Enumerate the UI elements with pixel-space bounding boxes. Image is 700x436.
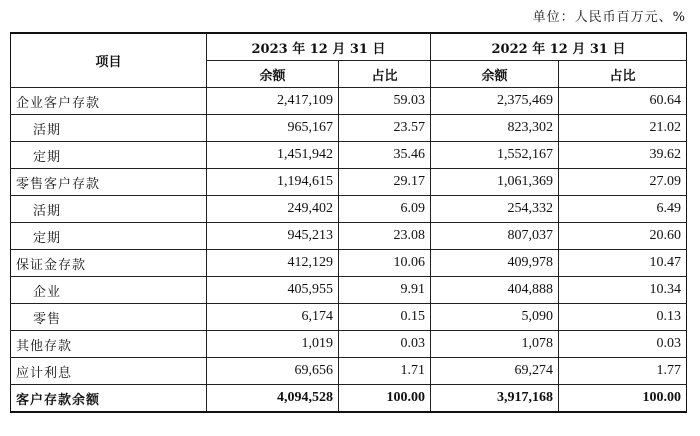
share-2023: 6.09 (339, 196, 431, 223)
table-row (11, 331, 687, 358)
share-2023: 9.91 (339, 277, 431, 304)
share-2023: 1.71 (339, 358, 431, 385)
share-2022: 21.02 (559, 115, 687, 142)
row-label: 零售客户存款 (11, 169, 207, 196)
row-label: 定期 (11, 223, 207, 250)
table-row (11, 196, 687, 223)
balance-2023: 2,417,109 (207, 88, 339, 115)
header-balance-2022: 余额 (431, 61, 559, 88)
share-2023: 23.08 (339, 223, 431, 250)
balance-2023: 412,129 (207, 250, 339, 277)
row-label: 活期 (11, 115, 207, 142)
share-2022: 1.77 (559, 358, 687, 385)
row-label: 活期 (11, 196, 207, 223)
balance-2022: 1,078 (431, 331, 559, 358)
row-label: 其他存款 (11, 331, 207, 358)
share-2022: 0.03 (559, 331, 687, 358)
balance-2022: 254,332 (431, 196, 559, 223)
balance-2022: 807,037 (431, 223, 559, 250)
share-2023: 0.03 (339, 331, 431, 358)
share-2023: 23.57 (339, 115, 431, 142)
customer-deposits-table (10, 32, 687, 413)
share-2022: 10.34 (559, 277, 687, 304)
share-2022: 20.60 (559, 223, 687, 250)
table-row (11, 88, 687, 115)
table-row (11, 277, 687, 304)
unit-note: 单位：人民币百万元、% (532, 10, 686, 25)
balance-2023: 945,213 (207, 223, 339, 250)
balance-2022: 1,552,167 (431, 142, 559, 169)
balance-2022: 3,917,168 (431, 385, 559, 413)
share-2022: 0.13 (559, 304, 687, 331)
share-2022: 27.09 (559, 169, 687, 196)
balance-2023: 69,656 (207, 358, 339, 385)
table-row (11, 304, 687, 331)
share-2022: 6.49 (559, 196, 687, 223)
header-item: 项目 (11, 33, 207, 88)
table-row (11, 115, 687, 142)
share-2023: 59.03 (339, 88, 431, 115)
table-row (11, 169, 687, 196)
row-label: 企业客户存款 (11, 88, 207, 115)
row-label: 零售 (11, 304, 207, 331)
share-2022: 10.47 (559, 250, 687, 277)
balance-2023: 1,019 (207, 331, 339, 358)
header-period-2022: 2022 年 12 月 31 日 (431, 33, 687, 61)
header-balance-2023: 余额 (207, 61, 339, 88)
row-label: 应计利息 (11, 358, 207, 385)
row-label: 企业 (11, 277, 207, 304)
balance-2023: 4,094,528 (207, 385, 339, 413)
row-label: 保证金存款 (11, 250, 207, 277)
balance-2022: 1,061,369 (431, 169, 559, 196)
header-period-2023: 2023 年 12 月 31 日 (207, 33, 431, 61)
balance-2023: 6,174 (207, 304, 339, 331)
table-row (11, 250, 687, 277)
share-2022: 100.00 (559, 385, 687, 413)
table-row (11, 358, 687, 385)
header-share-2022: 占比 (559, 61, 687, 88)
share-2022: 60.64 (559, 88, 687, 115)
balance-2023: 249,402 (207, 196, 339, 223)
balance-2023: 965,167 (207, 115, 339, 142)
balance-2022: 69,274 (431, 358, 559, 385)
header-share-2023: 占比 (339, 61, 431, 88)
balance-2022: 404,888 (431, 277, 559, 304)
balance-2023: 1,194,615 (207, 169, 339, 196)
balance-2023: 405,955 (207, 277, 339, 304)
header-row-periods (11, 33, 687, 61)
balance-2022: 409,978 (431, 250, 559, 277)
share-2023: 10.06 (339, 250, 431, 277)
balance-2023: 1,451,942 (207, 142, 339, 169)
table-row-total (11, 385, 687, 413)
balance-2022: 823,302 (431, 115, 559, 142)
share-2023: 35.46 (339, 142, 431, 169)
balance-2022: 2,375,469 (431, 88, 559, 115)
share-2023: 29.17 (339, 169, 431, 196)
row-label: 定期 (11, 142, 207, 169)
share-2023: 100.00 (339, 385, 431, 413)
row-label: 客户存款余额 (11, 385, 207, 413)
balance-2022: 5,090 (431, 304, 559, 331)
share-2023: 0.15 (339, 304, 431, 331)
share-2022: 39.62 (559, 142, 687, 169)
table-row (11, 223, 687, 250)
table-row (11, 142, 687, 169)
